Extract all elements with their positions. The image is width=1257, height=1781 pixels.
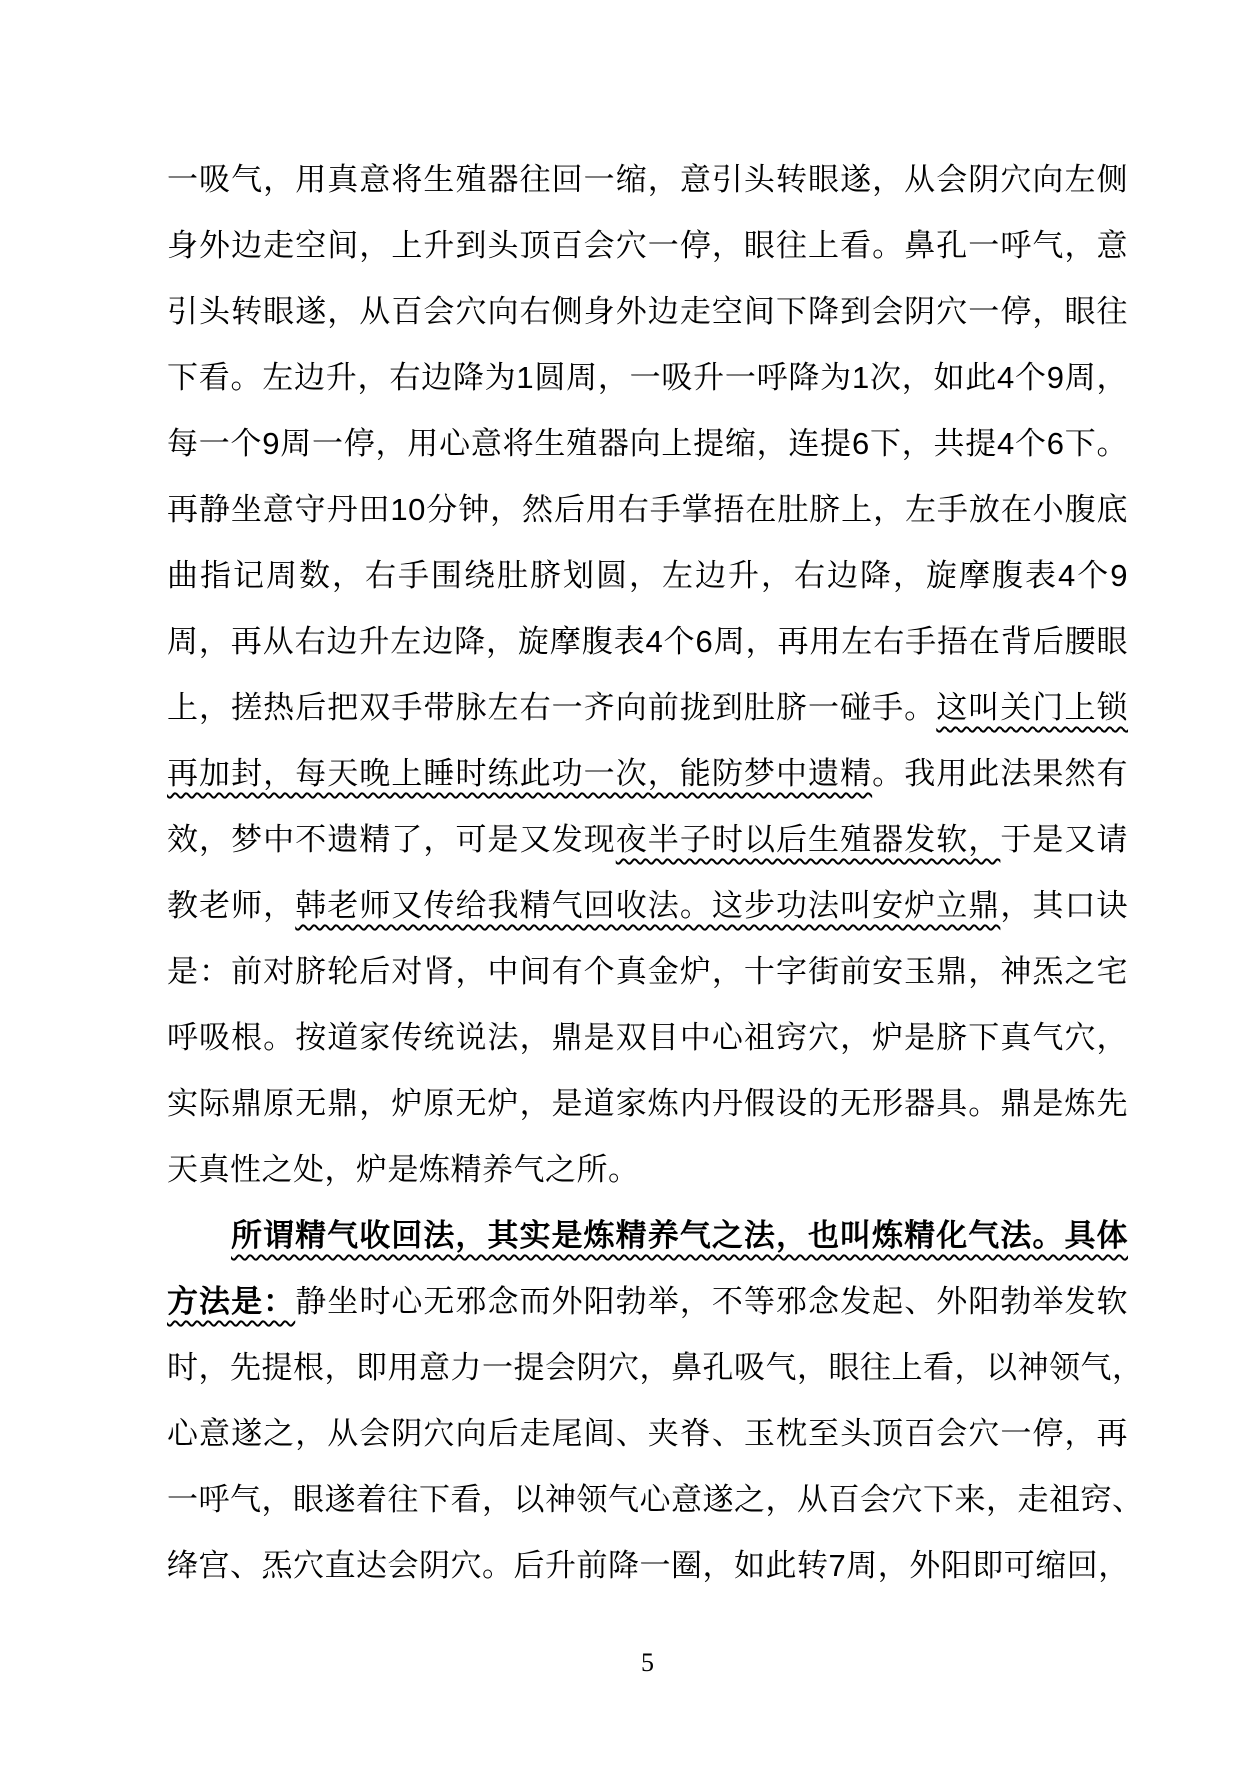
text-run: 曲指记周数，右手围绕肚脐划圆，左边升，右边降，旋摩腹表4个9	[167, 558, 1128, 593]
underlined-text-run: 夜半子时以后生殖器发软，	[615, 822, 1001, 857]
underlined-text-run: 这叫关门上锁	[936, 690, 1129, 725]
text-line	[167, 543, 1128, 609]
text-run: 是：前对脐轮后对肾，中间有个真金炉，十字街前安玉鼎，神炁之宅	[167, 954, 1128, 989]
text-line	[167, 1335, 1144, 1401]
underlined-text-run: 再加封，每天晚上睡时练此功一次，能防梦中遗精	[167, 756, 873, 791]
text-run: 一呼气，眼遂着往下看，以神领气心意遂之，从百会穴下来，走祖窍、	[167, 1482, 1144, 1517]
text-run: 效，梦中不遗精了，可是又发现	[167, 822, 616, 857]
text-line	[167, 807, 1128, 873]
text-run: 时，先提根，即用意力一提会阴穴，鼻孔吸气，眼往上看，以神领气，	[167, 1350, 1144, 1385]
text-line	[167, 1533, 1128, 1599]
text-run: 上，搓热后把双手带脉左右一齐向前拢到肚脐一碰手。	[167, 690, 937, 725]
text-run: 。我用此法果然有	[872, 756, 1129, 791]
text-run: 身外边走空间，上升到头顶百会穴一停，眼往上看。鼻孔一呼气，意	[167, 228, 1128, 263]
text-run: 于是又请	[1000, 822, 1129, 857]
text-line	[167, 1203, 1128, 1269]
text-line	[167, 279, 1128, 345]
text-line	[167, 1071, 1128, 1137]
text-line	[167, 939, 1128, 1005]
text-line	[167, 675, 1128, 741]
text-run: 实际鼎原无鼎，炉原无炉，是道家炼内丹假设的无形器具。鼎是炼先	[167, 1086, 1128, 1121]
text-line	[167, 345, 1128, 411]
text-run: ，其口诀	[1000, 888, 1129, 923]
text-line	[167, 411, 1128, 477]
text-run: 心意遂之，从会阴穴向后走尾闾、夹脊、玉枕至头顶百会穴一停，再	[167, 1416, 1128, 1451]
text-line	[167, 741, 1128, 807]
text-run: 一吸气，用真意将生殖器往回一缩，意引头转眼遂，从会阴穴向左侧	[167, 162, 1128, 197]
text-line	[167, 873, 1128, 939]
text-run: 静坐时心无邪念而外阳勃举，不等邪念发起、外阳勃举发软	[295, 1284, 1129, 1319]
text-run: 周，再从右边升左边降，旋摩腹表4个6周，再用左右手捂在背后腰眼	[167, 624, 1128, 659]
text-line	[167, 1137, 1128, 1203]
page-number: 5	[641, 1648, 654, 1677]
text-line	[167, 1269, 1128, 1335]
underlined-text-run: 方法是：	[167, 1284, 296, 1319]
underlined-text-run: 韩老师又传给我精气回收法。这步功法叫安炉立鼎	[295, 888, 1001, 923]
text-run: 再静坐意守丹田10分钟，然后用右手掌捂在肚脐上，左手放在小腹底	[167, 492, 1128, 527]
text-line	[167, 477, 1128, 543]
text-run: 每一个9周一停，用心意将生殖器向上提缩，连提6下，共提4个6下。	[167, 426, 1128, 461]
text-run: 引头转眼遂，从百会穴向右侧身外边走空间下降到会阴穴一停，眼往	[167, 294, 1128, 329]
text-line	[167, 609, 1128, 675]
text-run: 下看。左边升，右边降为1圆周，一吸升一呼降为1次，如此4个9周，	[167, 360, 1128, 395]
underlined-text-run: 所谓精气收回法，其实是炼精养气之法，也叫炼精化气法。具体	[231, 1218, 1128, 1253]
text-line	[167, 147, 1128, 213]
text-line	[167, 1005, 1128, 1071]
text-line	[167, 213, 1128, 279]
text-run: 绛宫、炁穴直达会阴穴。后升前降一圈，如此转7周，外阳即可缩回，	[167, 1548, 1130, 1583]
text-run: 教老师，	[167, 888, 296, 923]
text-run: 天真性之处，炉是炼精养气之所。	[167, 1152, 640, 1187]
page-body	[167, 147, 1144, 1599]
text-run: 呼吸根。按道家传统说法，鼎是双目中心祖窍穴，炉是脐下真气穴，	[167, 1020, 1128, 1055]
text-line	[167, 1467, 1144, 1533]
text-line	[167, 1401, 1128, 1467]
